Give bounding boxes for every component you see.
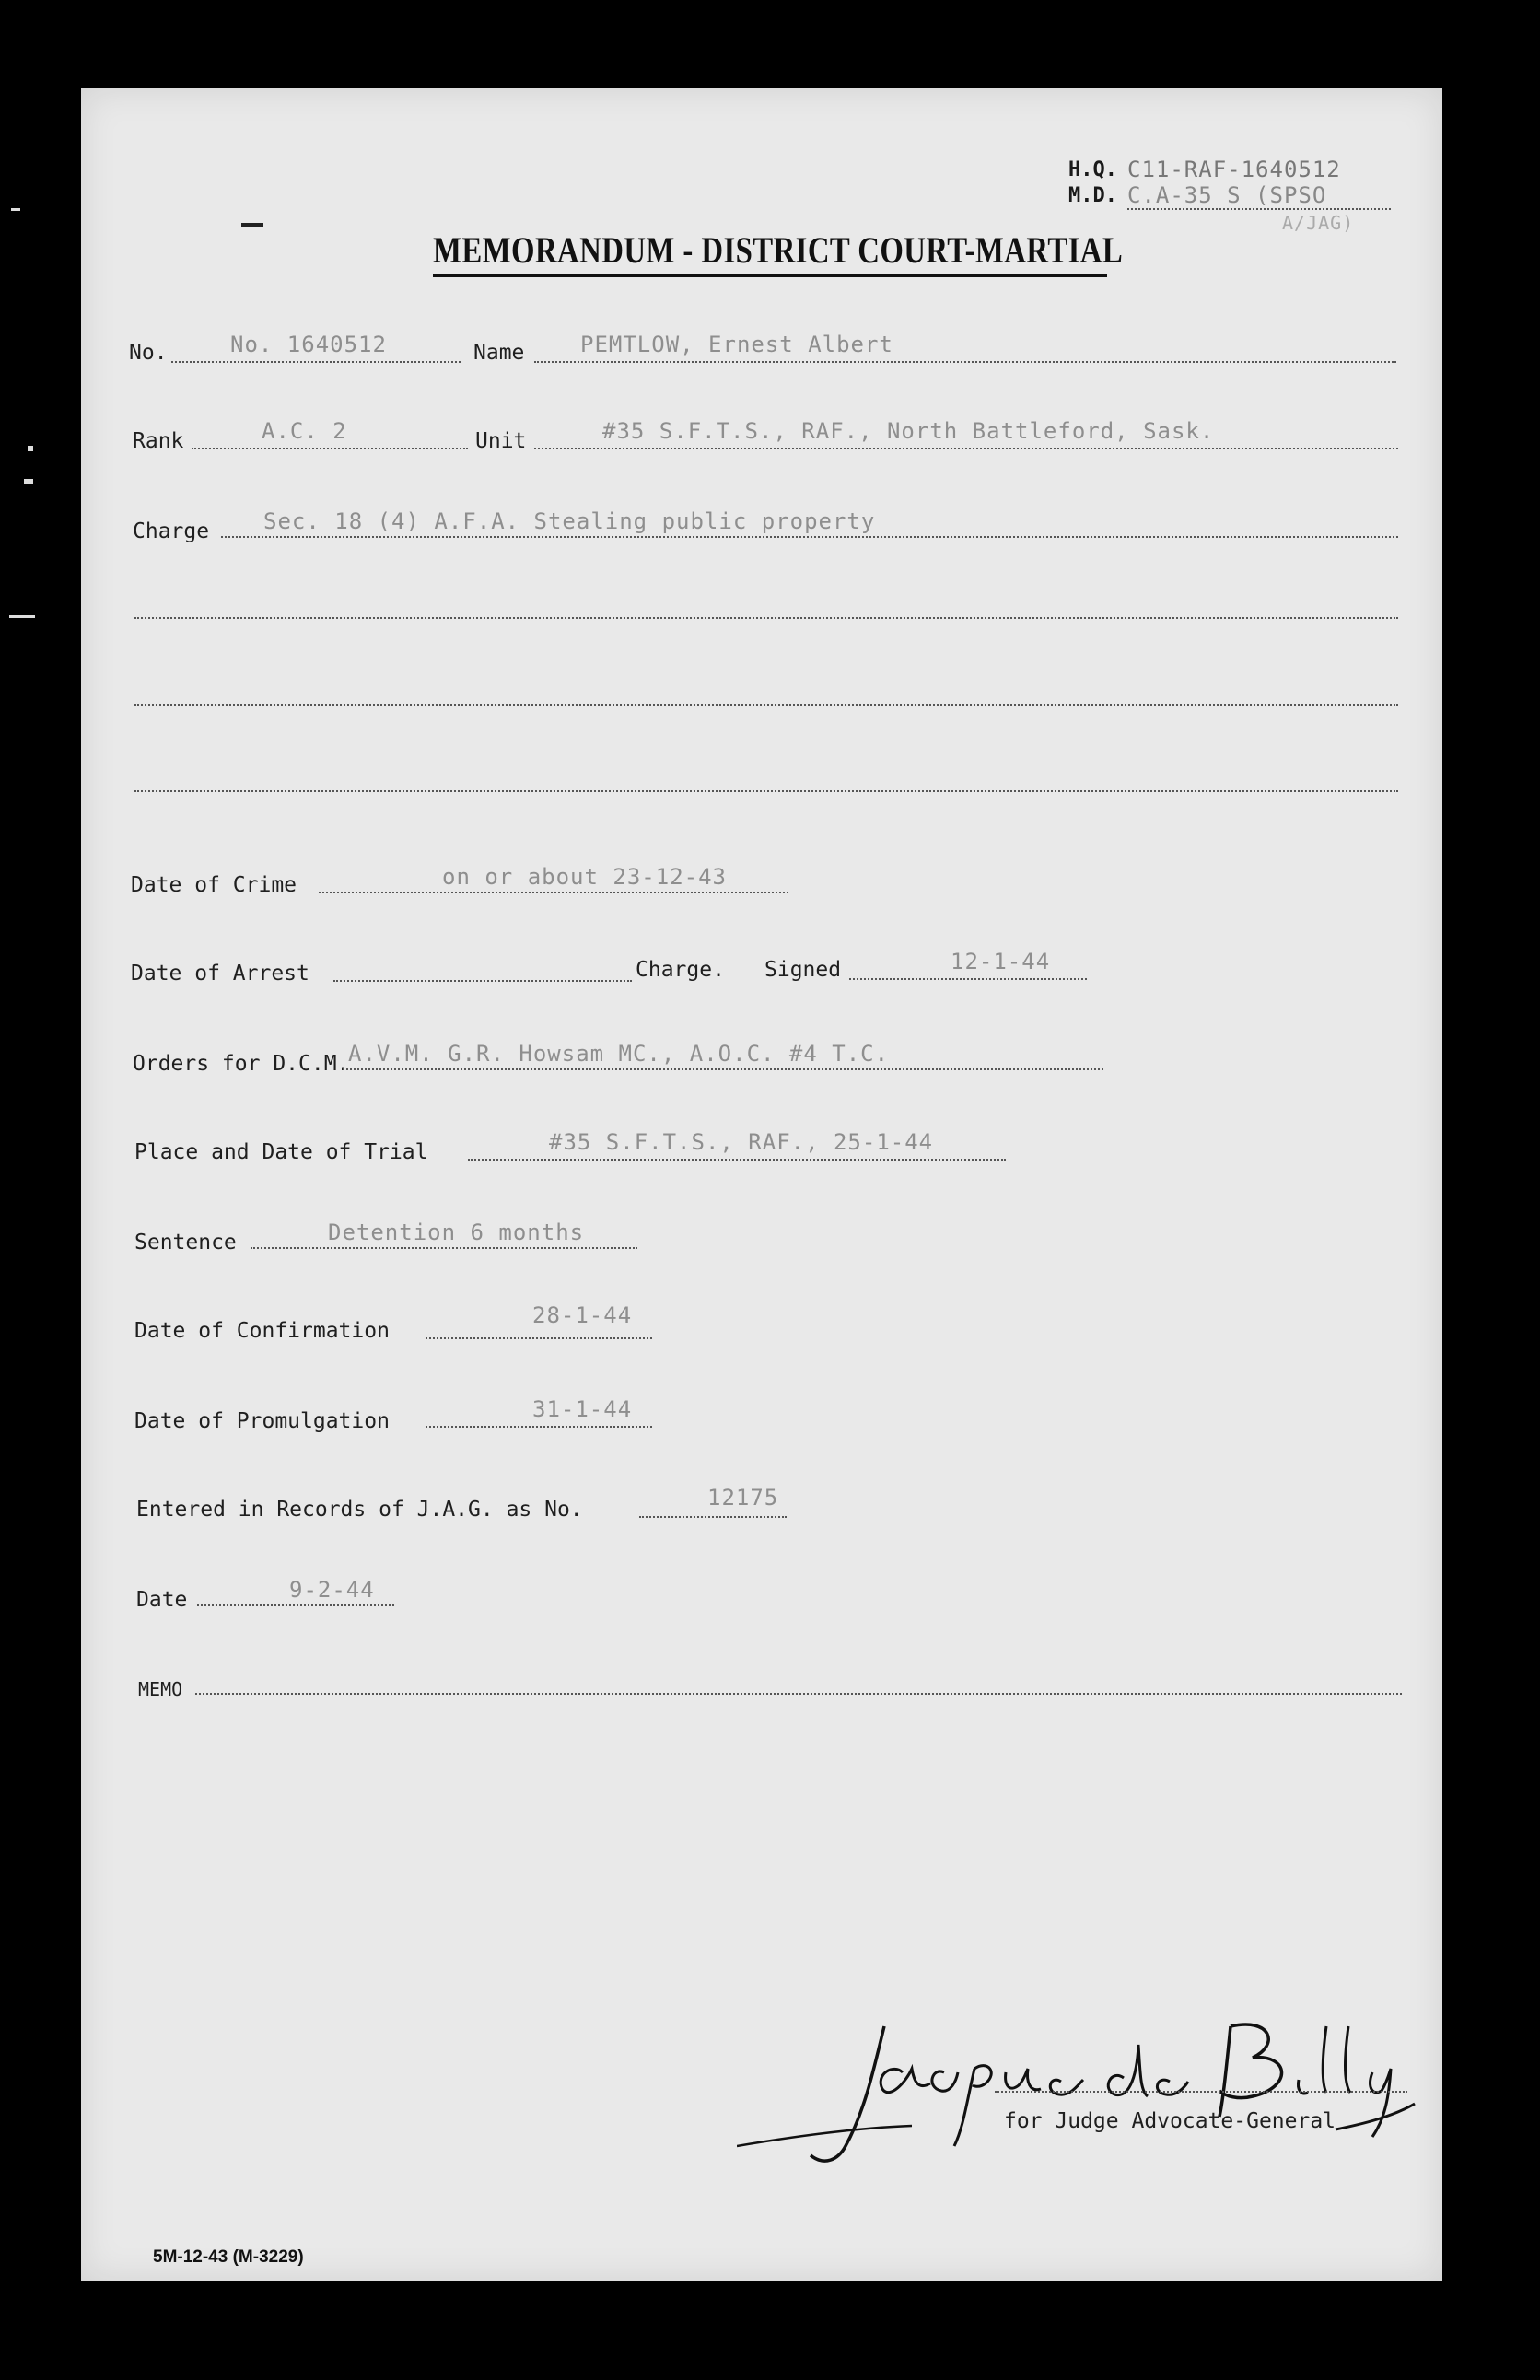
md-value: C.A-35 S (SPSO xyxy=(1127,182,1327,208)
rank-value: A.C. 2 xyxy=(262,418,347,444)
records-value: 12175 xyxy=(707,1485,779,1511)
form-code: 5M-12-43 (M-3229) xyxy=(153,2247,304,2267)
rank-label: Rank xyxy=(133,429,184,453)
date-label: Date xyxy=(136,1588,188,1612)
memo-label: MEMO xyxy=(138,1678,183,1700)
memorandum-form xyxy=(81,88,1442,2281)
name-value: PEMTLOW, Ernest Albert xyxy=(580,332,893,357)
arrest-label: Date of Arrest xyxy=(131,962,309,986)
margin-mark xyxy=(28,446,33,451)
crime-value: on or about 23-12-43 xyxy=(442,864,727,890)
orders-label: Orders for D.C.M. xyxy=(133,1052,350,1076)
arrest-charge-label: Charge. xyxy=(636,958,725,982)
date-value: 9-2-44 xyxy=(289,1577,375,1603)
form-title: MEMORANDUM - DISTRICT COURT-MARTIAL xyxy=(433,229,1124,271)
margin-mark xyxy=(9,615,35,618)
sentence-value: Detention 6 months xyxy=(328,1219,585,1245)
signature-line xyxy=(995,2091,1407,2093)
signature-caption: for Judge Advocate-General xyxy=(1004,2109,1336,2133)
hq-label: H.Q. xyxy=(1068,158,1117,181)
promulgation-label: Date of Promulgation xyxy=(134,1409,390,1433)
trial-label: Place and Date of Trial xyxy=(134,1140,428,1164)
charge-label: Charge xyxy=(133,519,210,543)
unit-value: #35 S.F.T.S., RAF., North Battleford, Sask. xyxy=(602,418,1215,444)
crime-label: Date of Crime xyxy=(131,873,298,897)
hq-value: C11-RAF-1640512 xyxy=(1127,157,1341,182)
signed-label: Signed xyxy=(764,958,842,982)
memo-line xyxy=(195,1693,1402,1695)
charge-line xyxy=(134,617,1398,619)
charge-line xyxy=(134,704,1398,706)
md-label: M.D. xyxy=(1068,184,1117,207)
margin-mark xyxy=(24,479,33,484)
confirmation-value: 28-1-44 xyxy=(532,1302,633,1328)
md-value-note: A/JAG) xyxy=(1282,212,1355,234)
margin-mark xyxy=(11,208,20,211)
sentence-label: Sentence xyxy=(134,1231,237,1254)
no-label: No. xyxy=(129,341,168,365)
no-value: No. 1640512 xyxy=(230,332,387,357)
charge-value: Sec. 18 (4) A.F.A. Stealing public property xyxy=(263,508,876,534)
orders-value: A.V.M. G.R. Howsam MC., A.O.C. #4 T.C. xyxy=(348,1041,890,1067)
signed-value: 12-1-44 xyxy=(951,949,1051,974)
stray-mark xyxy=(241,223,263,228)
confirmation-label: Date of Confirmation xyxy=(134,1319,390,1343)
unit-label: Unit xyxy=(475,429,527,453)
records-label: Entered in Records of J.A.G. as No. xyxy=(136,1498,583,1522)
trial-value: #35 S.F.T.S., RAF., 25-1-44 xyxy=(549,1129,934,1155)
promulgation-value: 31-1-44 xyxy=(532,1396,633,1422)
title-underline xyxy=(433,274,1107,277)
name-label: Name xyxy=(473,341,525,365)
charge-line xyxy=(134,790,1398,792)
